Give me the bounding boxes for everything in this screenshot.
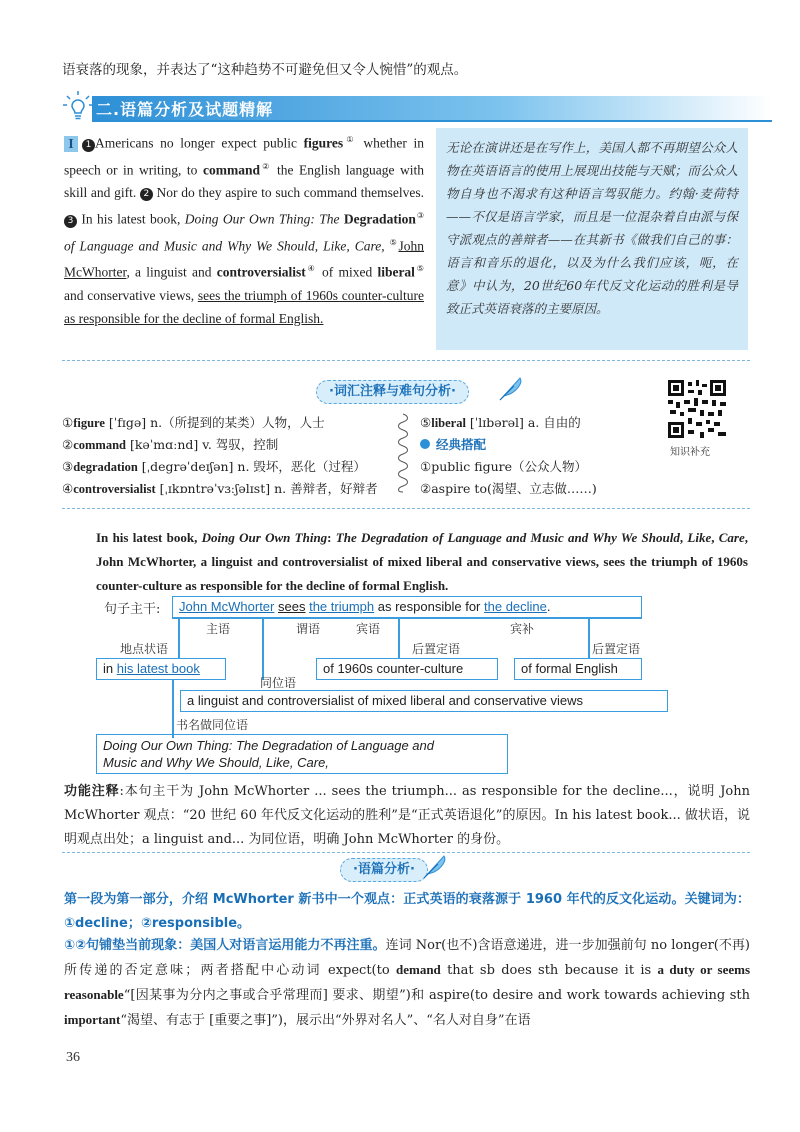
vocab-word: command [202, 162, 260, 177]
passage-text: and conservative views, [64, 287, 198, 303]
collocation-entry: ①public figure（公众人物） [420, 459, 587, 474]
page-number: 36 [66, 1050, 80, 1065]
paragraph-marker: I [64, 136, 78, 152]
book-title-box: Doing Our Own Thing: The Degradation of Language and Music and Why We Should, Like, Care, [96, 734, 508, 774]
quill-icon [420, 852, 450, 882]
vocab-section-title: ·词汇注释与难句分析· [316, 380, 469, 404]
appositive-label: 同位语 [260, 676, 297, 690]
key-clause: sees the triumph of 1960s counter-culture as responsible for the decline of formal English. [64, 287, 424, 326]
vocab-word: liberal [377, 264, 415, 280]
sentence-number: 1 [82, 139, 95, 152]
note-marker: ③ [415, 211, 424, 220]
note-marker: ① [343, 135, 357, 144]
passage-text: Nor do they aspire to such command themselves. [152, 185, 424, 200]
vocab-entry: ⑤liberal [ˈlɪbərəl] a. 自由的 [420, 415, 581, 430]
role-object: 宾语 [356, 622, 381, 636]
attribute-box-1: of 1960s counter-culture [316, 658, 498, 680]
note-marker: ⑤ [414, 264, 424, 273]
continuation-text: 语衰落的现象，并表达了“这种趋势不可避免但又令人惋惜”的观点。 [62, 62, 468, 78]
book-title: : The [310, 211, 344, 227]
role-bar [172, 618, 642, 619]
attribute-box-2: of formal English [514, 658, 642, 680]
book-title: of Language and Music and Why We Should, Like, Care, [64, 238, 385, 253]
role-complement: 宾补 [510, 622, 535, 636]
sentence-number: 3 [64, 215, 77, 228]
author-name: John McWhorter [64, 238, 424, 280]
passage-text: Americans no longer expect public [95, 135, 304, 151]
vocab-entry: ④controversialist [ˌɪkɒntrəˈvɜːʃəlɪst] n. 善辩者，好辩者 [62, 481, 378, 496]
passage-text: , a linguist and [126, 264, 217, 280]
vocab-word: figures [303, 135, 344, 151]
vocab-word: controversialist [216, 264, 306, 280]
vocab-entry: ②command [kəˈmɑːnd] v. 驾驭，控制 [62, 437, 279, 452]
divider [62, 852, 750, 853]
note-marker: ④ [305, 264, 317, 273]
note-marker: ⑤ [389, 237, 399, 247]
role-verb: 谓语 [296, 622, 321, 636]
passage-text: of mixed [316, 264, 378, 280]
main-clause-label: 句子主干: [104, 602, 161, 617]
function-note: 功能注释:本句主干为 John McWhorter ... sees the triumph... as responsible for the decline...，说明 John McWhorter 观点：“20 世纪 60 年代反文化运动的胜利”是“正式英语退化”的原因。In his latest book... 做状语，说明观点出处；a linguist and... 为同位语，明确 John McWhorter 的身份。 [64, 784, 750, 847]
main-clause-box: John McWhorter sees the triumph as responsible for the decline. [172, 596, 642, 618]
sentence-number: 2 [140, 188, 153, 201]
book-title: Doing Our Own Thing [184, 211, 311, 227]
attribute-label-2: 后置定语 [592, 642, 641, 656]
book-appositive-label: 书名做同位语 [176, 718, 249, 732]
role-subject: 主语 [206, 622, 231, 636]
passage-text: whether in speech or in writing, to [64, 135, 425, 177]
adverbial-label: 地点状语 [120, 642, 169, 656]
adverbial-box: in his latest book [96, 658, 226, 680]
translation-box: 无论在演讲还是在写作上，美国人都不再期望公众人物在英语语言的使用上展现出技能与天赋；而公众人物自身也不渴求有这种语言驾驭能力。约翰·麦荷特——不仅是语言学家，而且是一位混杂着自由派与保守派观点的善辩者——在其新书《做我们自己的事：语言和音乐的退化，以及为什么我们应该，呃，在意》中认为，20世纪60年代反文化运动的胜利是导致正式英语衰落的主要原因。 [436, 128, 748, 350]
note-marker: ② [259, 161, 272, 171]
appositive-box: a linguist and controversialist of mixed liberal and conservative views [180, 690, 668, 712]
vocab-entry: ①figure [ˈfɪgə] n.（所提到的某类）人物，人士 [62, 415, 325, 430]
analysis-summary: 第一段为第一部分，介绍 McWhorter 新书中一个观点：正式英语的衰落源于 1960 年代的反文化运动。关键词为：①decline；②responsible。 [64, 892, 750, 931]
attribute-label-1: 后置定语 [412, 642, 461, 656]
qr-label: 知识补充 [670, 447, 710, 458]
section-title: 二.语篇分析及试题精解 [96, 100, 274, 119]
collocation-entry: ②aspire to(渴望、立志做……) [420, 481, 597, 496]
analysis-section-title: ·语篇分析· [340, 858, 428, 882]
passage-text: the English language with skill and gift. [64, 162, 424, 200]
difficult-sentence: In his latest book, Doing Our Own Thing: The Degradation of Language and Music and Why We Should, Like, Care, John McWhorter, a linguist and controversialist of mixed liberal and conservative views, sees the triumph of 1960s counter-culture as responsible for the decline of formal English. [96, 530, 748, 593]
vocab-word: Degradation [343, 211, 416, 227]
passage-text: In his latest book, [77, 211, 185, 227]
vocab-entry: ③degradation [ˌdegrəˈdeɪʃən] n. 毁坏，恶化（过程） [62, 459, 366, 474]
analysis-detail: ①②句铺垫当前现象：美国人对语言运用能力不再注重。连词 Nor(也不)含语意递进，进一步加强前句 no longer(不再)所传递的否定意味；两者搭配中心动词 expect(to demand that sb does sth because it is a duty or seems reasonable“[因某事为分内之事或合乎常理而] 要求、期望”)和 aspire(to desire and work towards achieving sth important“渴望、有志于 [重要之事]”)，展示出“外界对名人”、“名人对自身”在语 [64, 938, 751, 1028]
collocation-heading: 经典搭配 [420, 434, 680, 456]
